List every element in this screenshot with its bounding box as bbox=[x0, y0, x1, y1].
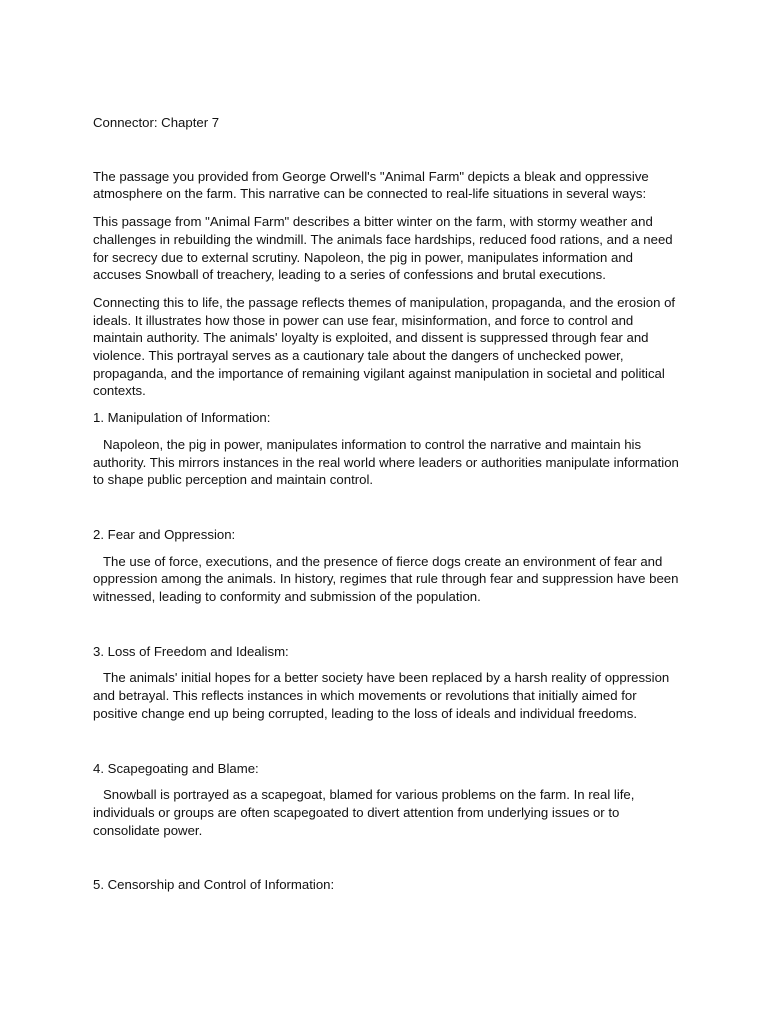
section-heading-2: 2. Fear and Oppression: bbox=[93, 526, 236, 542]
section-body-4: Snowball is portrayed as a scapegoat, blamed for various problems on the farm. In real life, individuals or groups are often scapegoated to divert attention from underlying issues or to consolidate power. bbox=[93, 787, 635, 838]
section-body-1: Napoleon, the pig in power, manipulates information to control the narrative and maintain his authority. This mirrors instances in the real world where leaders or authorities manipulate information to shape public perception and maintain control. bbox=[93, 436, 679, 488]
section-heading-3: 3. Loss of Freedom and Idealism: bbox=[93, 643, 289, 659]
section-heading-4: 4. Scapegoating and Blame: bbox=[93, 760, 259, 776]
section-heading-5: 5. Censorship and Control of Information: bbox=[93, 877, 335, 893]
document-title: Connector: Chapter 7 bbox=[93, 115, 220, 130]
intro-paragraph: The passage you provided from George Orwell's "Animal Farm" depicts a bleak and oppressive atmosphere on the farm. This narrative can be connected to real-life situations in several ways: bbox=[93, 168, 649, 202]
section-body-2: The use of force, executions, and the presence of fierce dogs create an environment of fear and oppression among the animals. In history, regimes that rule through fear and suppression have been witnessed, leading to conformity and submission of the population. bbox=[93, 553, 679, 605]
connection-paragraph: Connecting this to life, the passage reflects themes of manipulation, propaganda, and the erosion of ideals. It illustrates how those in power can use fear, misinformation, and force to control and maintain authority. The animals' loyalty is exploited, and dissent is suppressed through fear and violence. This portrayal serves as a cautionary tale about the dangers of unchecked power, propaganda, and the importance of remaining vigilant against manipulation in societal and political contexts. bbox=[93, 294, 676, 399]
document-page bbox=[93, 114, 683, 894]
section-heading-1: 1. Manipulation of Information: bbox=[93, 410, 271, 426]
section-body-3: The animals' initial hopes for a better society have been replaced by a harsh reality of oppression and betrayal. This reflects instances in which movements or revolutions that initially aimed for positive change end up being corrupted, leading to the loss of ideals and individual freedoms. bbox=[93, 670, 670, 721]
summary-paragraph: This passage from "Animal Farm" describes a bitter winter on the farm, with stormy weather and challenges in rebuilding the windmill. The animals face hardships, reduced food rations, and a need for secrecy due to external scrutiny. Napoleon, the pig in power, manipulates information and accuses Snowball of treachery, leading to a series of confessions and brutal executions. bbox=[93, 214, 673, 283]
